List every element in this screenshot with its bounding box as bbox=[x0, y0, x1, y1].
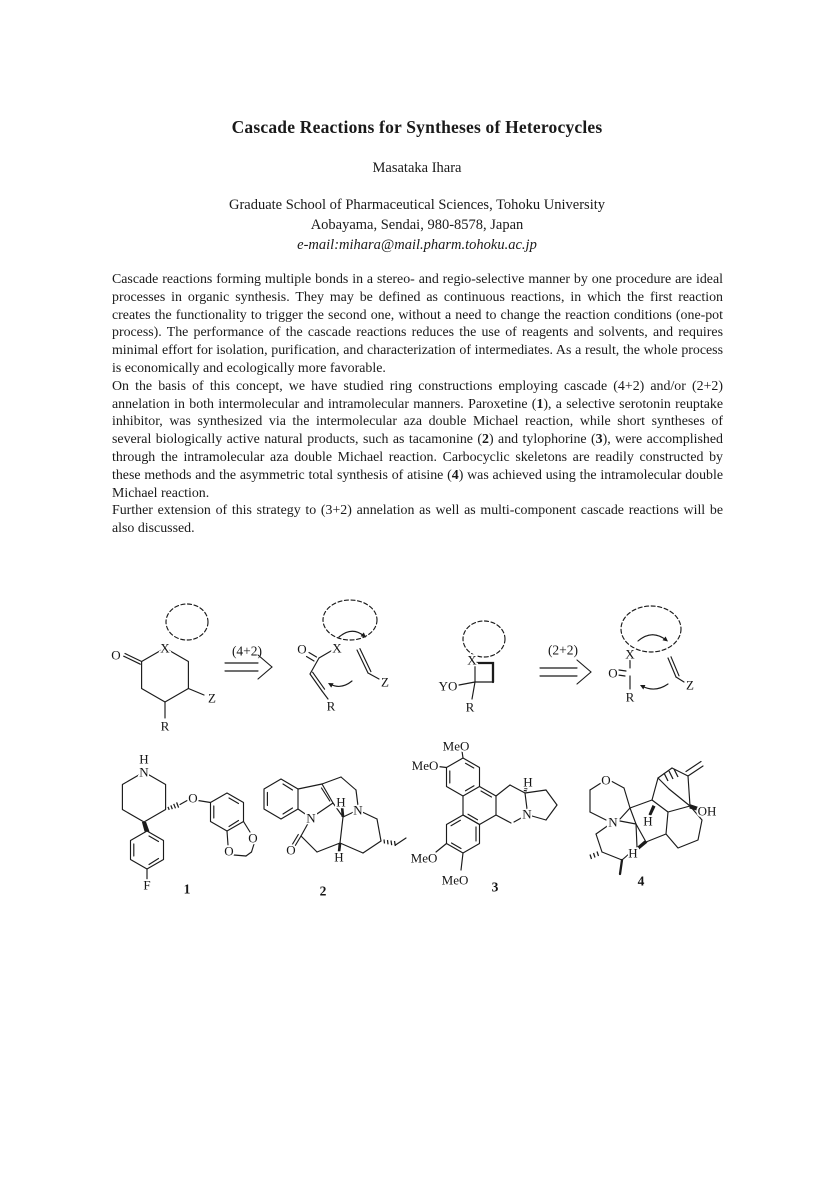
atom-label-x: X bbox=[467, 652, 477, 668]
structure-tylophorine bbox=[411, 739, 557, 895]
atom-label-r: R bbox=[326, 698, 336, 714]
atom-label-r: R bbox=[625, 689, 635, 705]
bold-wedge-bond bbox=[638, 841, 648, 850]
atom-label-o: O bbox=[111, 647, 121, 663]
compound-number-4: 4 bbox=[637, 873, 645, 889]
structure-atisine bbox=[590, 762, 716, 889]
atom-label-n: N bbox=[608, 814, 618, 830]
atom-label-n-amine: N bbox=[353, 802, 363, 818]
atom-label-n: N bbox=[522, 806, 532, 822]
email-address: e-mail:mihara@mail.pharm.tohoku.ac.jp bbox=[297, 237, 537, 253]
abstract-paragraph-2: On the basis of this concept, we have studied ring constructions employing cascade (4+2) and/or (2+2) annelation in both intermolecular and intramolecular manners. Paroxetine (1), a selective serotonin reuptake inhibitor, was synthesized via the intermolecular aza double Michael reaction, while short syntheses of several biologically active natural products, such as tacamonine (2) and tylophorine (3), were accomplished through the intramolecular aza double Michael reaction. Carbocyclic skeletons are readily constructed by these methods and the asymmetric total synthesis of atisine (4) was achieved using the intramolecular double Michael reaction. bbox=[112, 378, 723, 501]
retro-arrow-4plus2 bbox=[225, 644, 272, 680]
scheme-2plus2-product bbox=[439, 621, 505, 715]
hashed-wedge-bond bbox=[384, 840, 395, 847]
atom-label-h-top: H bbox=[336, 794, 346, 810]
scheme-2plus2-precursor bbox=[608, 606, 694, 705]
compound-number-1: 1 bbox=[183, 881, 191, 897]
atom-label-h-bottom: H bbox=[334, 849, 344, 865]
atom-label-f: F bbox=[143, 877, 151, 893]
annelation-label-4plus2: (4+2) bbox=[231, 643, 263, 659]
atom-label-h-bottom: H bbox=[628, 845, 638, 861]
atom-label-n-indole: N bbox=[306, 810, 316, 826]
atom-label-oh: OH bbox=[697, 803, 717, 819]
page-title: Cascade Reactions for Syntheses of Heterocycles bbox=[231, 117, 603, 137]
compound-structures-figure bbox=[0, 735, 834, 910]
dashed-ring bbox=[166, 604, 208, 640]
dashed-ring bbox=[621, 606, 681, 652]
atom-label-r: R bbox=[160, 718, 170, 734]
affiliation-address: Aobayama, Sendai, 980-8578, Japan bbox=[310, 217, 524, 233]
compound-number-3: 3 bbox=[491, 879, 499, 895]
atom-label-n: N bbox=[139, 764, 149, 780]
atom-label-x: X bbox=[332, 640, 342, 656]
structure-paroxetine bbox=[122, 752, 257, 897]
atom-label-x: X bbox=[625, 646, 635, 662]
author-name: Masataka Ihara bbox=[372, 160, 462, 176]
atom-label-o: O bbox=[608, 665, 618, 681]
atom-label-r: R bbox=[465, 699, 475, 715]
reaction-scheme-figure bbox=[0, 592, 834, 735]
abstract-paragraph-1: Cascade reactions forming multiple bonds in a stereo- and regio-selective manner by one procedure are ideal processes in organic synthesis. They may be defined as continuous reactions, in which the first reaction creates the functionality to trigger the second one, without a need to change the reaction conditions (one-pot process). The performance of the cascade reactions reduces the use of reagents and solvents, and requires minimal effort for isolation, purification, and characterization of intermediates. As a result, the whole process is economically and ecologically more favorable. bbox=[112, 272, 723, 376]
affiliation: Graduate School of Pharmaceutical Sciences, Tohoku University bbox=[228, 197, 606, 213]
atom-label-o: O bbox=[286, 842, 296, 858]
scheme-4plus2-precursor bbox=[297, 600, 389, 714]
atom-label-o: O bbox=[601, 772, 611, 788]
hashed-wedge-bond bbox=[168, 802, 179, 810]
structure-tacamonine bbox=[264, 777, 406, 899]
atom-label-h: H bbox=[523, 774, 533, 790]
atom-label-o-ether: O bbox=[188, 790, 198, 806]
curved-arrow-head bbox=[663, 637, 669, 642]
annelation-label-2plus2: (2+2) bbox=[547, 642, 579, 658]
atom-label-o1: O bbox=[248, 830, 258, 846]
atom-label-z: Z bbox=[686, 677, 694, 693]
atom-label-h-center: H bbox=[643, 813, 653, 829]
atom-label-meo-upper-left: MeO bbox=[411, 758, 439, 773]
atom-label-yo: YO bbox=[438, 678, 458, 694]
atom-label-o: O bbox=[297, 641, 307, 657]
atom-label-meo-bottom: MeO bbox=[441, 872, 469, 888]
compound-number-2: 2 bbox=[319, 883, 327, 899]
scheme-4plus2-product bbox=[111, 604, 216, 734]
atom-label-meo-top: MeO bbox=[442, 738, 470, 754]
dashed-ring bbox=[323, 600, 377, 640]
atom-label-z: Z bbox=[381, 674, 389, 690]
curved-arrow bbox=[638, 635, 666, 641]
bold-wedge-bond bbox=[142, 822, 150, 832]
curved-arrow-head bbox=[361, 632, 366, 637]
retro-arrow-2plus2 bbox=[540, 643, 591, 685]
abstract-paragraph-3: Further extension of this strategy to (3+2) annelation as well as multi-component cascade reactions will be also discussed. bbox=[112, 503, 723, 537]
abstract-body bbox=[112, 271, 723, 538]
hashed-wedge-bond bbox=[590, 852, 599, 860]
atom-label-o2: O bbox=[224, 843, 234, 859]
atom-label-z: Z bbox=[208, 690, 216, 706]
curved-arrow bbox=[642, 684, 668, 689]
atom-label-h: H bbox=[139, 751, 149, 767]
curved-arrow bbox=[339, 631, 364, 637]
atom-label-meo-lower-left: MeO bbox=[410, 850, 438, 866]
hashed-wedge-bond bbox=[664, 769, 678, 781]
atom-label-x: X bbox=[160, 640, 170, 656]
